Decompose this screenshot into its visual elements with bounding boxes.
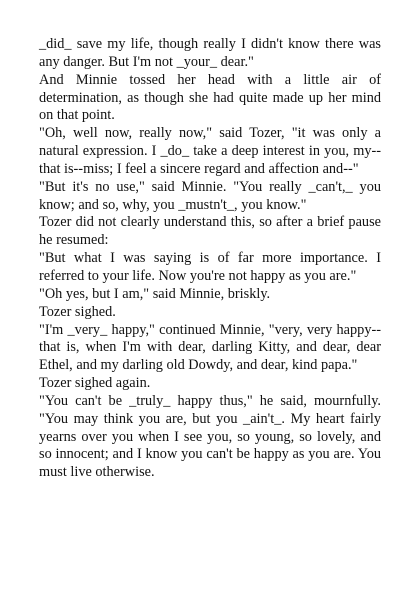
paragraph-1: _did_ save my life, though really I didn't know there was any danger. But I'm not _your_ dear."	[39, 36, 381, 70]
paragraph-9: "I'm _very_ happy," continued Minnie, "very, very happy--that is, when I'm with dear, darling Kitty, and dear, dear Ethel, and my darling old Dowdy, and dear, kind papa."	[39, 321, 381, 374]
paragraph-8: Tozer sighed.	[39, 303, 116, 320]
paragraph-2: And Minnie tossed her head with a little air of determination, as though she had quite made up her mind on that point.	[39, 71, 381, 124]
paragraph-10: Tozer sighed again.	[39, 375, 151, 392]
paragraph-4: "But it's no use," said Minnie. "You really _can't,_ you know; and so, why, you _mustn't_, you know."	[39, 178, 381, 213]
paragraph-5: Tozer did not clearly understand this, so after a brief pause he resumed:	[39, 214, 381, 249]
paragraph-6: "But what I was saying is of far more importance. I referred to your life. Now you're not happy as you are."	[39, 250, 381, 284]
page-text	[39, 36, 381, 482]
paragraph-7: "Oh yes, but I am," said Minnie, briskly.	[39, 285, 271, 302]
paragraph-11: "You can't be _truly_ happy thus," he said, mournfully. "You may think you are, but you _ain't_. My heart fairly yearns over you when I see you, so young, so lovely, and so innocent; and I know you can't be happy as you are. You must live otherwise.	[39, 392, 381, 481]
paragraph-3: "Oh, well now, really now," said Tozer, "it was only a natural expression. I _do_ take a deep interest in you, my--that is--miss; I feel a sincere regard and affection and--"	[39, 125, 381, 177]
